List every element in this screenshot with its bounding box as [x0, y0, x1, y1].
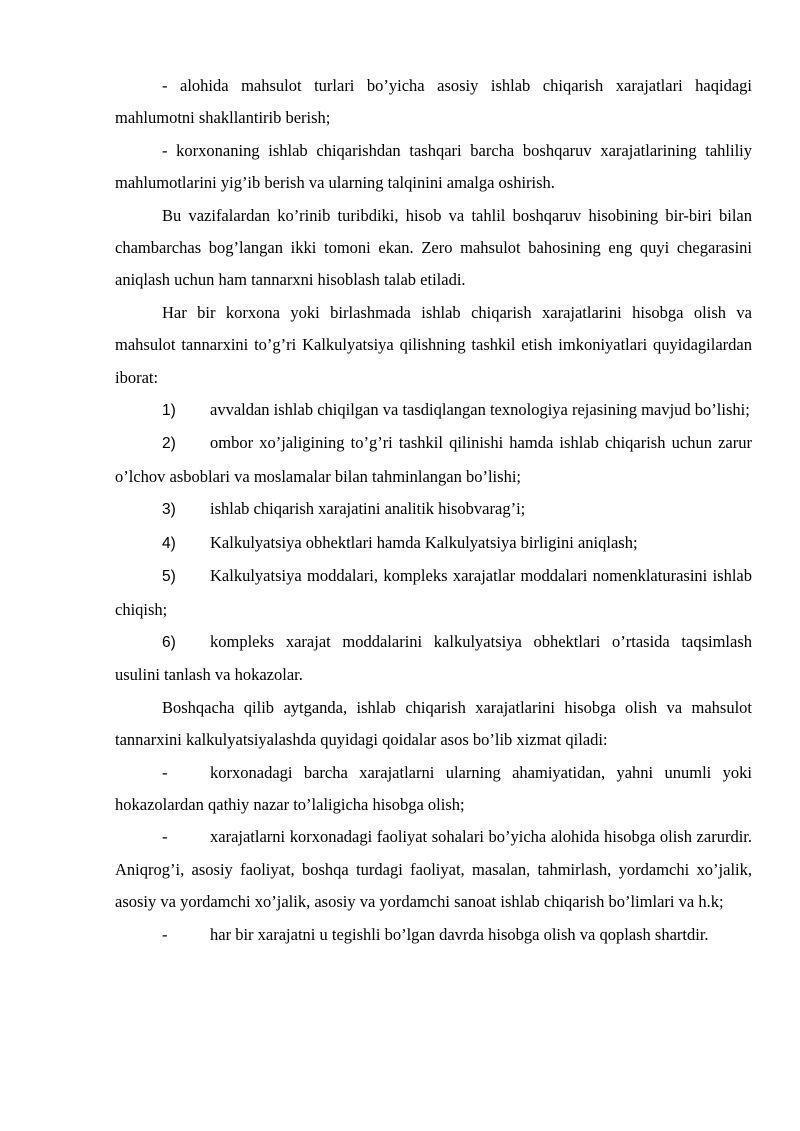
paragraph-bullet-1 — [115, 70, 752, 135]
list-marker: 2) — [162, 435, 176, 453]
paragraph-tasks-summary — [115, 200, 752, 297]
list-marker: 6) — [162, 633, 176, 651]
list-marker: 3) — [162, 501, 176, 519]
list-item-text: kompleks xarajat moddalarini kalkulyatsiya obhektlari o’rtasida taqsimlash usulini tanlash va hokazolar. — [115, 631, 752, 685]
document-body — [115, 70, 752, 951]
paragraph-text: Har bir korxona yoki birlashmada ishlab chiqarish xarajatlarini hisobga olish va mahsulot tannarxini to’g’ri Kalkulyatsiya qilishning tashkil etish imkoniyatlari quyidagilardan iborat: — [115, 302, 752, 387]
numbered-item-5 — [115, 560, 752, 626]
list-marker: 1) — [162, 402, 176, 420]
numbered-item-3 — [115, 493, 752, 526]
paragraph-costing-intro — [115, 297, 752, 394]
paragraph-text: - korxonaning ishlab chiqarishdan tashqari barcha boshqaruv xarajatlarining tahliliy mahlumotlarini yig’ib berish va ularning talqinini amalga oshirish. — [115, 140, 752, 193]
list-item-text: Kalkulyatsiya moddalari, kompleks xarajatlar moddalari nomenklaturasini ishlab chiqish; — [115, 566, 752, 619]
paragraph-text: Boshqacha qilib aytganda, ishlab chiqarish xarajatlarini hisobga olish va mahsulot tannarxini kalkulyatsiyalashda quyidagi qoidalar asos bo’lib xizmat qiladi: — [115, 697, 752, 750]
numbered-item-6 — [115, 626, 752, 692]
dashed-item-3 — [115, 919, 752, 951]
list-marker: 5) — [162, 568, 176, 586]
numbered-item-2 — [115, 427, 752, 493]
list-item-text: ishlab chiqarish xarajatini analitik hisobvarag’i; — [210, 499, 526, 519]
list-item-text: avvaldan ishlab chiqilgan va tasdiqlangan texnologiya rejasining mavjud bo’lishi; — [210, 400, 750, 420]
list-marker: - — [162, 762, 168, 782]
list-marker: - — [162, 827, 168, 847]
numbered-item-4 — [115, 527, 752, 560]
paragraph-text: Bu vazifalardan ko’rinib turibdiki, hisob va tahlil boshqaruv hisobining bir-biri bilan chambarchas bog’langan ikki tomoni ekan. Zero mahsulot bahosining eng quyi chegarasini aniqlash uchun ham tannarxni hisoblash talab etiladi. — [115, 205, 752, 290]
list-marker: - — [162, 924, 168, 944]
list-item-text: xarajatlarni korxonadagi faoliyat sohalari bo’yicha alohida hisobga olish zarurdir. Aniqrog’i, asosiy faoliyat, boshqa turdagi faoliyat, masalan, tahmirlash, yordamchi xo’jalik, asosiy va yordamchi xo’jalik, asosiy va yordamchi sanoat ishlab chiqarish bo’limlari va h.k; — [115, 827, 752, 912]
paragraph-text: - alohida mahsulot turlari bo’yicha asosiy ishlab chiqarish xarajatlari haqidagi mahlumotni shakllantirib berish; — [115, 76, 752, 128]
paragraph-rules-intro — [115, 692, 752, 757]
list-item-text: korxonadagi barcha xarajatlarni ularning ahamiyatidan, yahni unumli yoki hokazolardan qathiy nazar to’laligicha hisobga olish; — [115, 762, 752, 814]
paragraph-bullet-2 — [115, 135, 752, 200]
list-item-text: har bir xarajatni u tegishli bo’lgan davrda hisobga olish va qoplash shartdir. — [210, 924, 709, 944]
list-item-text: ombor xo’jaligining to’g’ri tashkil qilinishi hamda ishlab chiqarish uchun zarur o’lchov asboblari va moslamalar bilan tahminlangan bo’lishi; — [115, 433, 752, 486]
list-item-text: Kalkulyatsiya obhektlari hamda Kalkulyatsiya birligini aniqlash; — [210, 532, 638, 552]
list-marker: 4) — [162, 534, 176, 552]
dashed-item-1 — [115, 757, 752, 822]
dashed-item-2 — [115, 821, 752, 918]
numbered-item-1 — [115, 394, 752, 427]
